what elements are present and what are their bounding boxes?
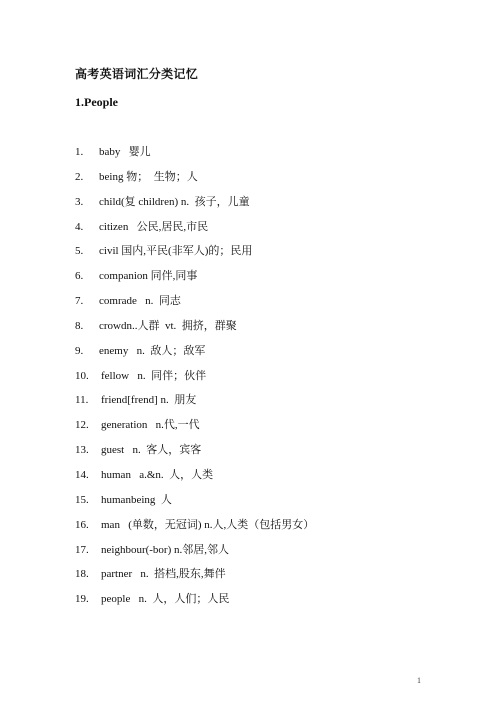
item-text: human a.&n. 人，人类: [101, 468, 214, 481]
list-item: [75, 538, 455, 563]
item-number: 14.: [75, 468, 89, 481]
list-item: [75, 587, 455, 612]
item-number: 9.: [75, 344, 84, 357]
list-item: [75, 488, 455, 513]
item-number: 12.: [75, 419, 89, 432]
list-item: [75, 513, 455, 538]
item-text: baby 婴儿: [99, 146, 151, 158]
item-number: 5.: [75, 245, 84, 258]
document-title: 高考英语词汇分类记忆: [75, 67, 199, 81]
item-number: 1.: [75, 146, 84, 158]
item-number: 19.: [75, 593, 89, 606]
item-text: neighbour(-bor) n.邻居,邻人: [101, 543, 230, 556]
item-number: 11.: [75, 394, 89, 407]
item-number: 10.: [75, 369, 89, 382]
list-item: [75, 215, 455, 240]
item-text: enemy n. 敌人；敌军: [99, 344, 206, 357]
list-item: [75, 438, 455, 463]
item-text: child(复 children) n. 孩子，儿童: [99, 195, 250, 208]
list-item: [75, 190, 455, 215]
list-item: [75, 364, 455, 389]
item-text: humanbeing 人: [101, 493, 172, 506]
list-item: [75, 388, 455, 413]
page-number: 1: [417, 676, 421, 685]
item-number: 15.: [75, 493, 89, 506]
item-number: 18.: [75, 568, 89, 581]
item-text: guest n. 客人，宾客: [101, 444, 202, 457]
item-text: comrade n. 同志: [99, 295, 181, 308]
item-text: friend[frend] n. 朋友: [101, 394, 197, 407]
item-text: being 物； 生物；人: [99, 170, 198, 183]
list-item: [75, 314, 455, 339]
item-number: 17.: [75, 543, 89, 556]
item-text: fellow n. 同伴；伙伴: [101, 369, 207, 382]
section-heading: 1.People: [75, 95, 118, 109]
list-item: [75, 165, 455, 190]
list-item: [75, 239, 455, 264]
list-item: [75, 289, 455, 314]
item-text: citizen 公民,居民,市民: [99, 220, 209, 233]
item-number: 7.: [75, 295, 84, 308]
list-item: [75, 562, 455, 587]
item-number: 4.: [75, 220, 84, 233]
list-item: [75, 413, 455, 438]
item-text: man (单数，无冠词) n.人,人类（包括男女）: [101, 518, 315, 531]
item-number: 2.: [75, 170, 84, 183]
item-number: 16.: [75, 518, 89, 531]
item-text: people n. 人，人们；人民: [101, 593, 230, 606]
list-item: [75, 140, 455, 165]
list-item: [75, 463, 455, 488]
item-number: 13.: [75, 444, 89, 457]
item-number: 6.: [75, 270, 84, 283]
item-text: partner n. 搭档,股东,舞伴: [101, 568, 226, 581]
list-item: [75, 264, 455, 289]
item-text: civil 国内,平民(非军人)的；民用: [99, 245, 253, 258]
item-text: companion 同伴,同事: [99, 270, 198, 283]
list-item: [75, 339, 455, 364]
item-text: generation n.代,一代: [101, 419, 200, 432]
item-number: 8.: [75, 319, 84, 332]
item-text: crowdn..人群 vt. 拥挤，群聚: [99, 319, 237, 332]
vocabulary-list: [75, 140, 455, 612]
item-number: 3.: [75, 195, 84, 208]
